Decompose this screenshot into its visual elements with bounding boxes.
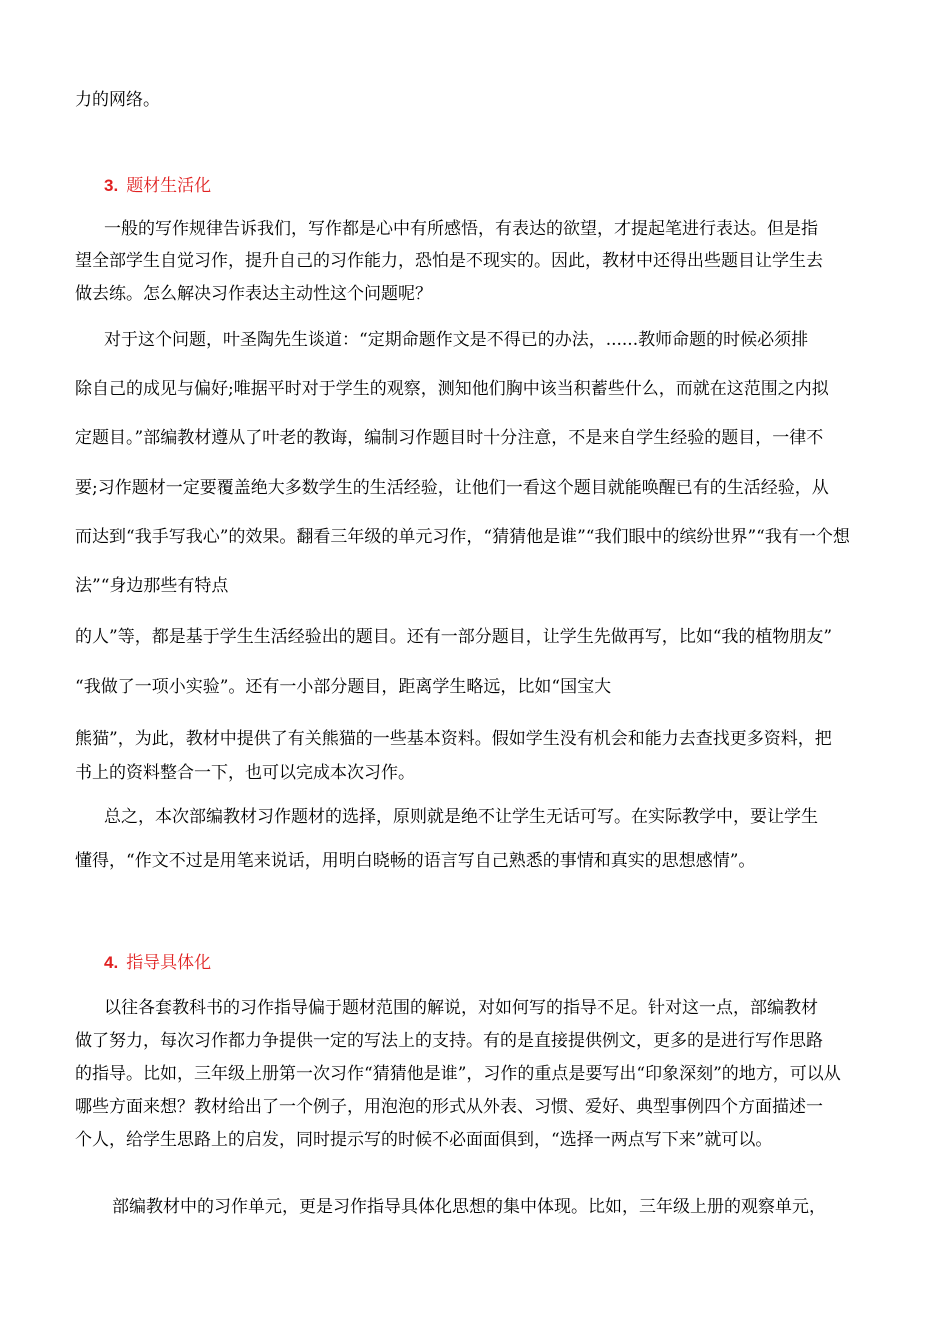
section-3-line: 要;习作题材一定要覆盖绝大多数学生的生活经验，让他们一看这个题目就能唤醒已有的生活经验，从 [75,478,829,498]
section-3-line: “我做了一项小实验”。还有一小部分题目，距离学生略远，比如“国宝大 [75,677,612,697]
section-3-line: 做去练。怎么解决习作表达主动性这个问题呢？ [75,284,432,304]
section-4-line: 做了努力，每次习作都力争提供一定的写法上的支持。有的是直接提供例文，更多的是进行写作思路 [75,1031,823,1051]
section-3-line: 望全部学生自觉习作，提升自己的习作能力，恐怕是不现实的。因此，教材中还得出些题目让学生去 [75,251,823,271]
section-4-line: 的指导。比如，三年级上册第一次习作“猜猜他是谁”，习作的重点是要写出“印象深刻”的地方，可以从 [75,1064,841,1084]
section-3-line: 法”“身边那些有特点 [75,576,229,596]
section-3-line: 对于这个问题，叶圣陶先生谈道：“定期命题作文是不得已的办法，......教师命题的时候必须排 [104,330,809,350]
section-4-line: 部编教材中的习作单元，更是习作指导具体化思想的集中体现。比如，三年级上册的观察单元， [112,1197,826,1217]
section-3-title: 题材生活化 [126,176,212,196]
section-4-title: 指导具体化 [126,953,212,973]
section-4-heading [104,952,211,974]
section-4-number: 4. [104,953,119,972]
section-3-line: 懂得，“作文不过是用笔来说话，用明白晓畅的语言写自己熟悉的事情和真实的思想感情”。 [75,851,756,871]
section-3-line: 一般的写作规律告诉我们，写作都是心中有所感悟，有表达的欲望，才提起笔进行表达。但是指 [104,219,818,239]
section-3-line: 总之，本次部编教材习作题材的选择，原则就是绝不让学生无话可写。在实际教学中，要让学生 [104,807,818,827]
section-4-line: 以往各套教科书的习作指导偏于题材范围的解说，对如何写的指导不足。针对这一点，部编教材 [104,998,818,1018]
section-3-line: 定题目。”部编教材遵从了叶老的教诲，编制习作题目时十分注意，不是来自学生经验的题目，一律不 [75,428,824,448]
section-4-line: 个人，给学生思路上的启发，同时提示写的时候不必面面俱到，“选择一两点写下来”就可以。 [75,1130,773,1150]
section-3-line: 而达到“我手写我心”的效果。翻看三年级的单元习作，“猜猜他是谁”“我们眼中的缤纷世界”“我有一个想 [75,527,850,547]
section-3-line: 书上的资料整合一下，也可以完成本次习作。 [75,763,415,783]
paragraph-continuation: 力的网络。 [75,90,160,110]
section-3-line: 熊猫”，为此，教材中提供了有关熊猫的一些基本资料。假如学生没有机会和能力去查找更多资料，把 [75,729,832,749]
section-4-line: 哪些方面来想？教材给出了一个例子，用泡泡的形式从外表、习惯、爱好、典型事例四个方面描述一 [75,1097,823,1117]
section-3-line: 除自己的成见与偏好;唯据平时对于学生的观察，测知他们胸中该当积蓄些什么，而就在这范围之内拟 [75,379,829,399]
section-3-number: 3. [104,176,119,195]
section-3-heading [104,175,211,197]
section-3-line: 的人”等，都是基于学生生活经验出的题目。还有一部分题目，让学生先做再写，比如“我的植物朋友” [75,627,833,647]
